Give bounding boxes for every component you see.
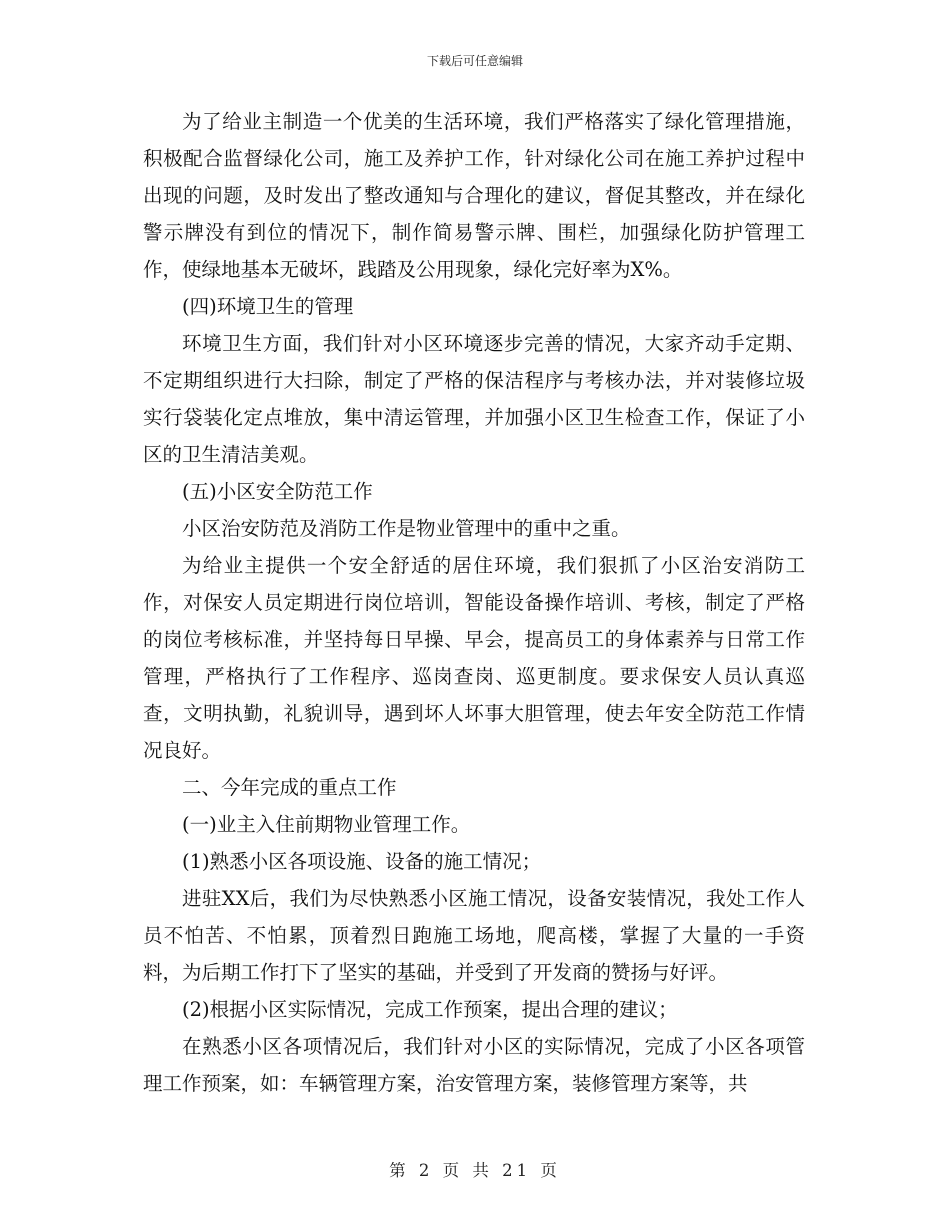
paragraph-security-intro: 小区治安防范及消防工作是物业管理中的重中之重。 bbox=[182, 517, 631, 540]
item-heading-2: (2)根据小区实际情况，完成工作预案，提出合理的建议； bbox=[182, 998, 678, 1021]
document-body bbox=[143, 103, 805, 1102]
paragraph-greening: 为了给业主制造一个优美的生活环境，我们严格落实了绿化管理措施，积极配合监督绿化公司，施工及养护工作，针对绿化公司在施工养护过程中出现的问题，及时发出了整改通知与合理化的建议，督促其整改，并在绿化警示牌没有到位的情况下，制作简易警示牌、围栏，加强绿化防护管理工作，使绿地基本无破坏，践踏及公用现象，绿化完好率为X%。 bbox=[143, 110, 805, 281]
section-heading-sanitation: (四)环境卫生的管理 bbox=[182, 295, 354, 318]
page-header: 下载后可任意编辑 bbox=[426, 54, 523, 68]
paragraph-plans: 在熟悉小区各项情况后，我们针对小区的实际情况，完成了小区各项管理工作预案，如：车辆管理方案，治安管理方案，装修管理方案等，共 bbox=[143, 1035, 805, 1095]
section-heading-key-work: 二、今年完成的重点工作 bbox=[182, 776, 397, 799]
paragraph-sanitation: 环境卫生方面，我们针对小区环境逐步完善的情况，大家齐动手定期、不定期组织进行大扫除，制定了严格的保洁程序与考核办法，并对装修垃圾实行袋装化定点堆放，集中清运管理，并加强小区卫生检查工作，保证了小区的卫生清洁美观。 bbox=[143, 332, 805, 466]
item-heading-1: (1)熟悉小区各项设施、设备的施工情况； bbox=[182, 850, 542, 873]
subsection-heading-pre-occupancy: (一)业主入住前期物业管理工作。 bbox=[182, 813, 471, 836]
section-heading-security: (五)小区安全防范工作 bbox=[182, 480, 373, 503]
page-number-footer: 第 2 页 共 21 页 bbox=[389, 1161, 561, 1180]
paragraph-security-detail: 为给业主提供一个安全舒适的居住环境，我们狠抓了小区治安消防工作，对保安人员定期进行岗位培训，智能设备操作培训、考核，制定了严格的岗位考核标准，并坚持每日早操、早会，提高员工的身体素养与日常工作管理，严格执行了工作程序、巡岗查岗、巡更制度。要求保安人员认真巡查，文明执勤，礼貌训导，遇到坏人坏事大胆管理，使去年安全防范工作情况良好。 bbox=[143, 554, 805, 762]
paragraph-familiarize: 进驻XX后，我们为尽快熟悉小区施工情况，设备安装情况，我处工作人员不怕苦、不怕累，顶着烈日跑施工场地，爬高楼，掌握了大量的一手资料，为后期工作打下了坚实的基础，并受到了开发商的赞扬与好评。 bbox=[143, 887, 805, 984]
